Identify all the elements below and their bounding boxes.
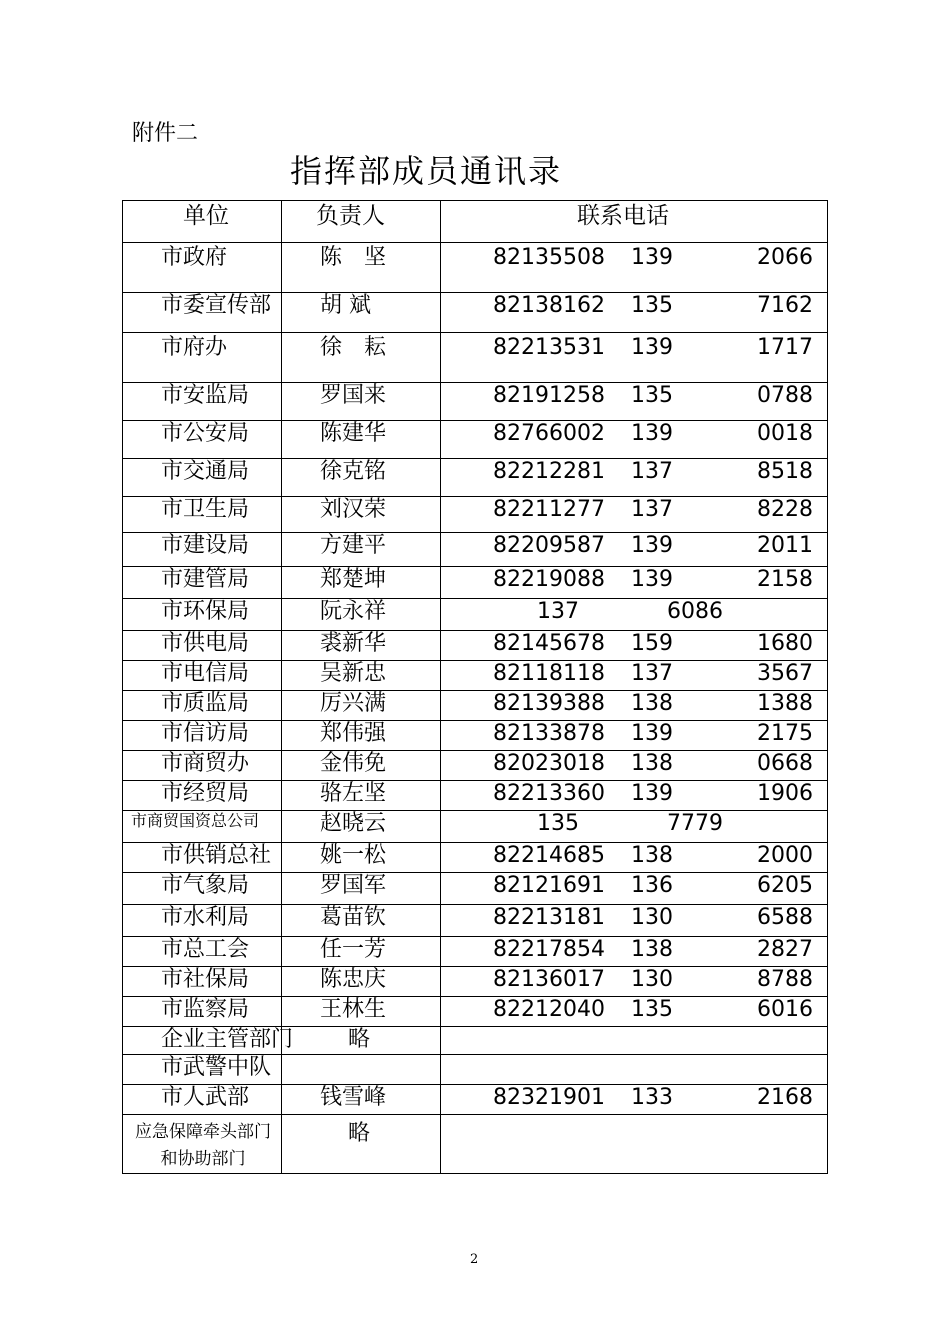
cell-person: 罗国军 [282,873,441,905]
cell-unit: 市府办 [123,333,282,383]
mobile-suffix: 2000 [757,843,813,868]
cell-unit: 市商贸办 [123,751,282,781]
cell-unit: 市总工会 [123,937,282,967]
mobile-suffix: 1388 [757,691,813,716]
mobile-prefix: 135 [631,383,673,408]
table-row [123,873,828,905]
mobile-suffix: 3567 [757,661,813,686]
mobile-suffix: 2827 [757,937,813,962]
cell-unit: 市安监局 [123,383,282,421]
cell-person: 葛苗钦 [282,905,441,937]
office-phone: 82138162 [493,293,605,318]
cell-phone [441,811,828,843]
cell-phone [441,459,828,497]
table-row [123,843,828,873]
cell-phone [441,1085,828,1115]
table-row [123,631,828,661]
mobile-suffix: 2168 [757,1085,813,1110]
table-row [123,533,828,567]
cell-person: 郑伟强 [282,721,441,751]
table-row [123,1115,828,1174]
mobile-prefix: 135 [537,811,579,836]
office-phone: 82145678 [493,631,605,656]
cell-person: 陈 坚 [282,243,441,293]
cell-person: 王林生 [282,997,441,1027]
cell-person: 刘汉荣 [282,497,441,533]
cell-person: 略 [282,1027,441,1055]
mobile-suffix: 8228 [757,497,813,522]
cell-unit: 市质监局 [123,691,282,721]
cell-phone [441,243,828,293]
cell-unit: 市环保局 [123,599,282,631]
office-phone: 82023018 [493,751,605,776]
office-phone: 82121691 [493,873,605,898]
cell-unit: 市水利局 [123,905,282,937]
mobile-prefix: 130 [631,905,673,930]
mobile-suffix: 2011 [757,533,813,558]
page-title: 指挥部成员通讯录 [290,152,563,190]
cell-phone [441,905,828,937]
mobile-suffix: 1906 [757,781,813,806]
cell-unit: 应急保障牵头部门和协助部门 [123,1115,282,1174]
cell-person: 陈忠庆 [282,967,441,997]
mobile-prefix: 135 [631,293,673,318]
cell-person: 赵晓云 [282,811,441,843]
cell-person: 骆左坚 [282,781,441,811]
mobile-prefix: 130 [631,967,673,992]
cell-unit: 市经贸局 [123,781,282,811]
cell-person: 陈建华 [282,421,441,459]
office-phone: 82213531 [493,335,605,360]
office-phone: 82213181 [493,905,605,930]
cell-unit: 市供电局 [123,631,282,661]
mobile-suffix: 6086 [667,599,723,624]
cell-person: 方建平 [282,533,441,567]
cell-unit: 市公安局 [123,421,282,459]
mobile-prefix: 135 [631,997,673,1022]
cell-unit: 市交通局 [123,459,282,497]
cell-person: 姚一松 [282,843,441,873]
cell-person: 任一芳 [282,937,441,967]
cell-phone [441,843,828,873]
table-row [123,293,828,333]
office-phone: 82219088 [493,567,605,592]
table-row [123,1027,828,1055]
cell-unit: 市委宣传部 [123,293,282,333]
cell-phone [441,997,828,1027]
mobile-suffix: 0668 [757,751,813,776]
cell-person: 略 [282,1115,441,1174]
cell-person: 裘新华 [282,631,441,661]
mobile-prefix: 138 [631,691,673,716]
cell-person: 徐克铭 [282,459,441,497]
table-row [123,811,828,843]
cell-person: 厉兴满 [282,691,441,721]
cell-unit: 市政府 [123,243,282,293]
cell-phone [441,751,828,781]
header-person: 负责人 [282,201,441,243]
cell-phone [441,1027,828,1055]
mobile-prefix: 138 [631,937,673,962]
office-phone: 82135508 [493,245,605,270]
cell-phone [441,421,828,459]
mobile-suffix: 2175 [757,721,813,746]
cell-phone [441,721,828,751]
cell-phone [441,383,828,421]
mobile-suffix: 1680 [757,631,813,656]
mobile-prefix: 139 [631,781,673,806]
office-phone: 82118118 [493,661,605,686]
cell-phone [441,333,828,383]
office-phone: 82209587 [493,533,605,558]
cell-person: 吴新忠 [282,661,441,691]
cell-phone [441,691,828,721]
mobile-suffix: 6205 [757,873,813,898]
mobile-prefix: 137 [631,661,673,686]
table-row [123,751,828,781]
office-phone: 82212281 [493,459,605,484]
cell-phone [441,661,828,691]
cell-phone [441,533,828,567]
mobile-suffix: 2066 [757,245,813,270]
table-row [123,691,828,721]
mobile-prefix: 139 [631,567,673,592]
table-row [123,781,828,811]
table-row [123,1055,828,1085]
office-phone: 82136017 [493,967,605,992]
cell-unit: 市卫生局 [123,497,282,533]
table-row [123,599,828,631]
mobile-suffix: 0018 [757,421,813,446]
office-phone: 82211277 [493,497,605,522]
cell-unit: 市社保局 [123,967,282,997]
mobile-prefix: 139 [631,421,673,446]
table-row [123,967,828,997]
table-row [123,333,828,383]
mobile-suffix: 6588 [757,905,813,930]
mobile-prefix: 159 [631,631,673,656]
cell-person: 金伟免 [282,751,441,781]
table-row [123,383,828,421]
cell-unit: 市监察局 [123,997,282,1027]
cell-phone [441,937,828,967]
mobile-prefix: 137 [631,497,673,522]
cell-person: 阮永祥 [282,599,441,631]
office-phone: 82191258 [493,383,605,408]
mobile-prefix: 138 [631,751,673,776]
mobile-prefix: 139 [631,721,673,746]
header-phone: 联系电话 [441,201,828,243]
table-row [123,937,828,967]
mobile-suffix: 1717 [757,335,813,360]
cell-person: 胡 斌 [282,293,441,333]
cell-phone [441,873,828,905]
cell-phone [441,1055,828,1085]
cell-unit: 市人武部 [123,1085,282,1115]
office-phone: 82212040 [493,997,605,1022]
table-row [123,567,828,599]
table-row [123,421,828,459]
mobile-suffix: 7162 [757,293,813,318]
table-row [123,661,828,691]
table-row [123,721,828,751]
office-phone: 82214685 [493,843,605,868]
cell-person: 钱雪峰 [282,1085,441,1115]
office-phone: 82321901 [493,1085,605,1110]
table-row [123,1085,828,1115]
table-row [123,497,828,533]
attachment-label: 附件二 [132,121,199,146]
mobile-prefix: 133 [631,1085,673,1110]
mobile-suffix: 8518 [757,459,813,484]
mobile-suffix: 2158 [757,567,813,592]
cell-unit: 市武警中队 [123,1055,282,1085]
table-row [123,459,828,497]
mobile-prefix: 137 [631,459,673,484]
cell-phone [441,567,828,599]
mobile-prefix: 139 [631,533,673,558]
office-phone: 82133878 [493,721,605,746]
cell-unit: 市建管局 [123,567,282,599]
cell-unit: 市建设局 [123,533,282,567]
cell-phone [441,967,828,997]
table-row [123,905,828,937]
contact-table [122,200,828,1174]
mobile-prefix: 136 [631,873,673,898]
mobile-prefix: 137 [537,599,579,624]
cell-unit: 市气象局 [123,873,282,905]
table-row [123,243,828,293]
table-header-row [123,201,828,243]
cell-unit: 市电信局 [123,661,282,691]
mobile-prefix: 138 [631,843,673,868]
cell-phone [441,781,828,811]
cell-unit: 企业主管部门 [123,1027,282,1055]
cell-unit: 市供销总社 [123,843,282,873]
office-phone: 82217854 [493,937,605,962]
mobile-suffix: 8788 [757,967,813,992]
cell-person: 郑楚坤 [282,567,441,599]
cell-phone [441,631,828,661]
cell-phone [441,599,828,631]
cell-person [282,1055,441,1085]
cell-unit: 市商贸国资总公司 [123,811,282,843]
mobile-prefix: 139 [631,245,673,270]
cell-person: 徐 耘 [282,333,441,383]
cell-unit: 市信访局 [123,721,282,751]
cell-phone [441,497,828,533]
mobile-suffix: 7779 [667,811,723,836]
office-phone: 82213360 [493,781,605,806]
office-phone: 82139388 [493,691,605,716]
mobile-suffix: 0788 [757,383,813,408]
cell-phone [441,293,828,333]
office-phone: 82766002 [493,421,605,446]
cell-phone [441,1115,828,1174]
table-row [123,997,828,1027]
page-number: 2 [470,1252,479,1267]
mobile-prefix: 139 [631,335,673,360]
mobile-suffix: 6016 [757,997,813,1022]
cell-person: 罗国来 [282,383,441,421]
header-unit: 单位 [123,201,282,243]
